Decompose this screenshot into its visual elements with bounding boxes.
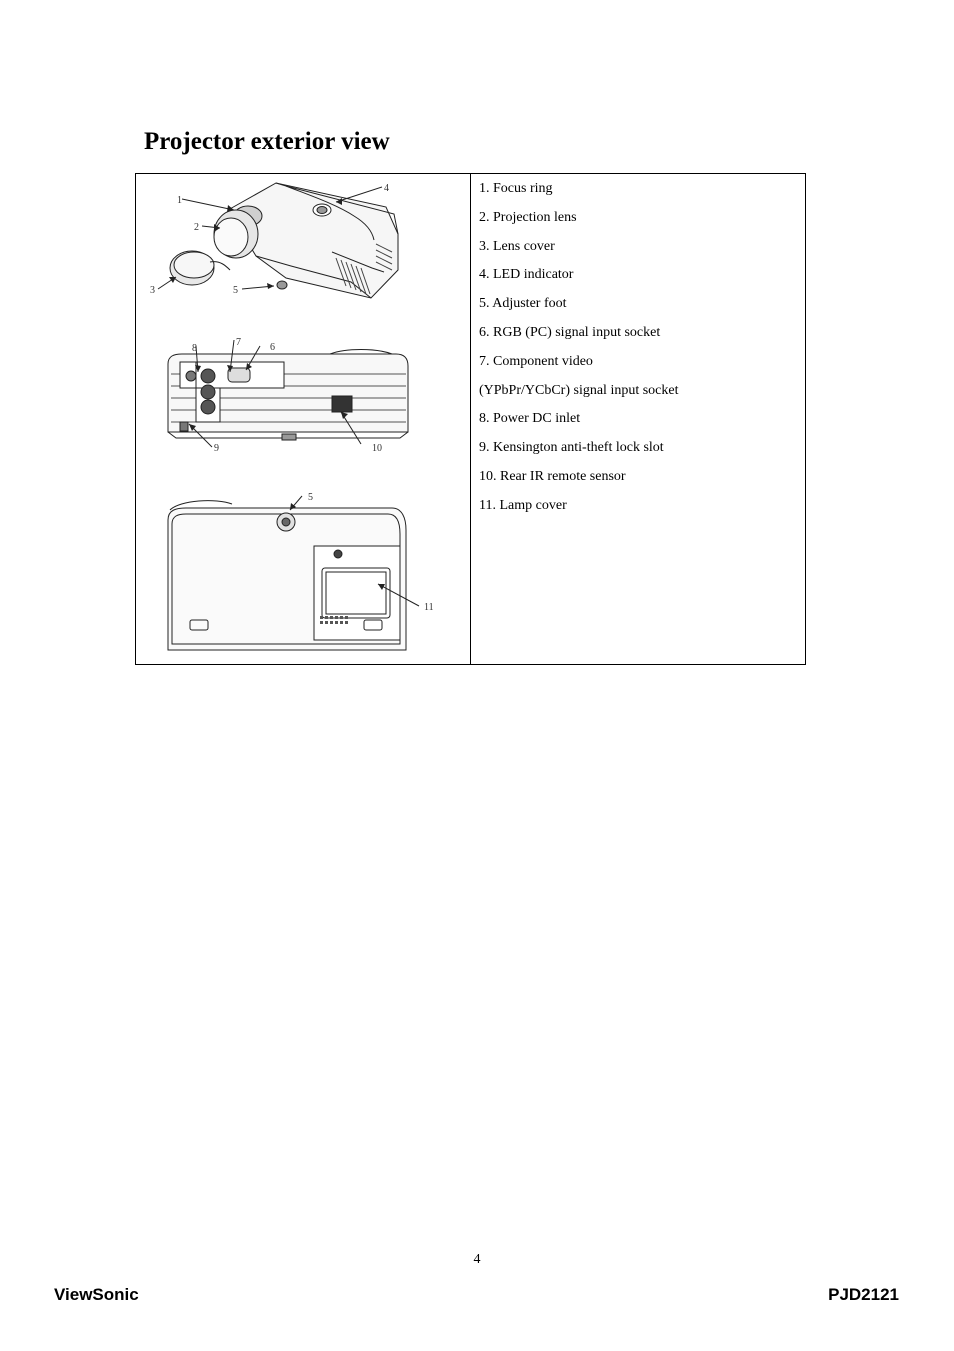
legend-item: 1. Focus ring xyxy=(479,181,553,196)
page-number: 4 xyxy=(473,1252,481,1267)
callout-8: 8 xyxy=(192,343,197,354)
page-title: Projector exterior view xyxy=(144,128,390,155)
callout-2: 2 xyxy=(194,222,199,233)
legend-item: 3. Lens cover xyxy=(479,238,555,254)
callout-5-front: 5 xyxy=(233,285,238,296)
callout-11: 11 xyxy=(424,602,434,613)
legend-item: 9. Kensington anti-theft lock slot xyxy=(479,440,664,456)
legend-item: 6. RGB (PC) signal input socket xyxy=(479,324,661,340)
exterior-view-table xyxy=(135,173,806,665)
callout-5-bottom: 5 xyxy=(308,492,313,503)
legend-item: 10. Rear IR remote sensor xyxy=(479,468,626,484)
callout-4: 4 xyxy=(384,183,389,194)
callout-1: 1 xyxy=(177,195,182,206)
callout-6: 6 xyxy=(270,342,275,353)
legend-item: 4. LED indicator xyxy=(479,267,574,283)
projector-illustrations xyxy=(136,174,470,664)
projector-bottom-view xyxy=(168,496,419,650)
parts-legend xyxy=(479,180,799,526)
footer-model: PJD2121 xyxy=(828,1285,899,1304)
callout-9: 9 xyxy=(214,443,219,454)
legend-item: 7. Component video xyxy=(479,353,593,369)
legend-item: (YPbPr/YCbCr) signal input socket xyxy=(479,382,679,398)
projector-rear-view xyxy=(168,340,408,447)
projector-front-view xyxy=(158,183,398,298)
callout-7: 7 xyxy=(236,337,241,348)
table-divider xyxy=(470,174,471,664)
callout-10: 10 xyxy=(372,443,382,454)
legend-item: 8. Power DC inlet xyxy=(479,411,581,427)
legend-item: 5. Adjuster foot xyxy=(479,296,567,312)
footer-brand: ViewSonic xyxy=(54,1285,139,1304)
legend-item: 11. Lamp cover xyxy=(479,497,567,513)
callout-3: 3 xyxy=(150,285,155,296)
legend-item: 2. Projection lens xyxy=(479,209,577,225)
